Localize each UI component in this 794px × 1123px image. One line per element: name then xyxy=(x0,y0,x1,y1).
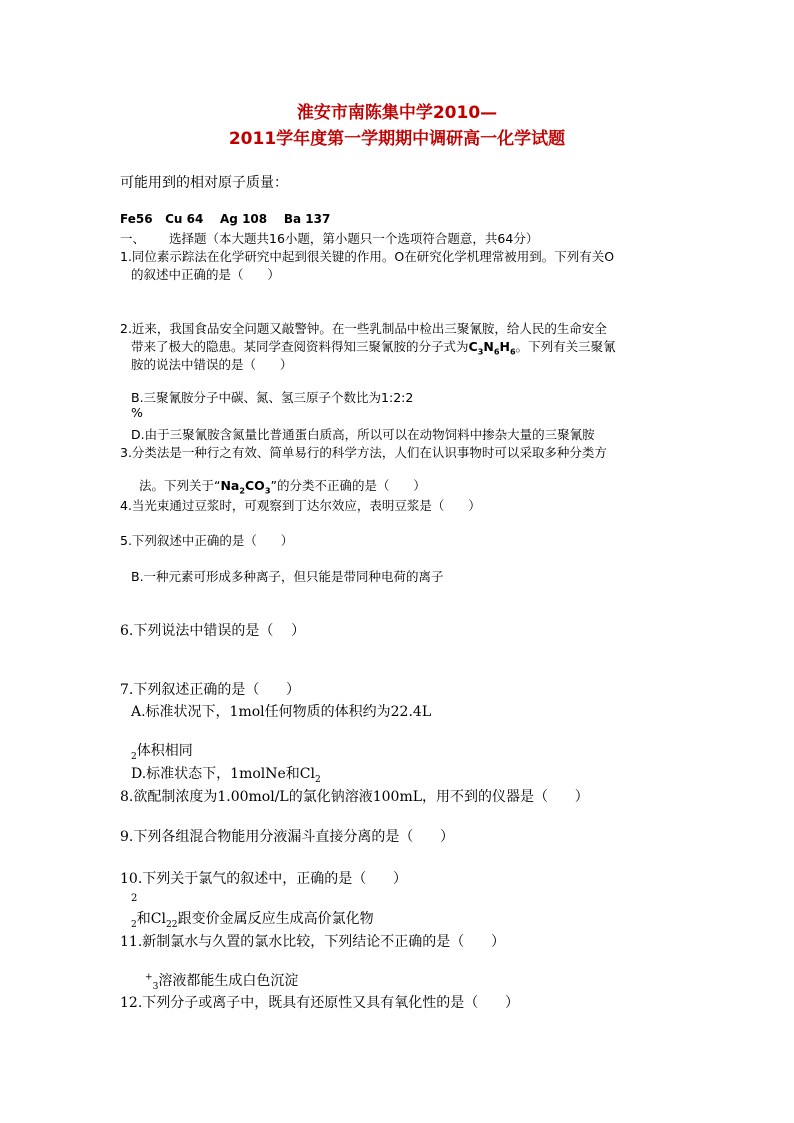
q2-line-2 xyxy=(131,337,616,357)
q1-line-2: 的叙述中正确的是（ ） xyxy=(131,267,280,282)
melamine-formula: $C_3N_6H_6$ xyxy=(468,339,516,357)
q7-option-a: A.标准状况下，1mol任何物质的体积约为22.4L xyxy=(131,704,432,720)
atomic-mass-heading: 可能用到的相对原子质量： xyxy=(120,175,288,191)
q10-fragment-text: $_2$和$Cl_{22}$跟变价金属反应生成高价氯化物 xyxy=(131,911,374,930)
q3-line-1: 3.分类法是一种行之有效、简单易行的科学方法，人们在认识事物时可以采取多种分类方 xyxy=(120,445,607,460)
q2-line-2-text: 带来了极大的隐患。某同学查阅资料得知三聚氰胺的分子式为 xyxy=(131,339,469,354)
q4-line-1: 4.当光束通过豆浆时，可观察到丁达尔效应，表明豆浆是（ ） xyxy=(120,498,481,513)
q11-line-1: 11.新制氯水与久置的氯水比较，下列结论不正确的是（ ） xyxy=(120,934,505,950)
q7-fragment: $_2$体积相同 xyxy=(131,743,193,762)
title-line-1: 淮安市南陈集中学2010— xyxy=(296,103,498,123)
q3-line-2: 法。下列关于“$Na_2CO_3$”的分类不正确的是（ ） xyxy=(138,478,426,496)
q2-line-2-tail: 。下列有关三聚氰 xyxy=(515,339,616,354)
q9-line-1: 9.下列各组混合物能用分液漏斗直接分离的是（ ） xyxy=(120,829,455,845)
q8-line-1: 8.欲配制浓度为1.00mol/L的氯化钠溶液100mL，用不到的仪器是（ ） xyxy=(120,789,589,805)
q10-fragment: 2 xyxy=(131,893,138,904)
atomic-mass-list: Fe56 Cu 64 Ag 108 Ba 137 xyxy=(120,212,331,226)
q7-line-1: 7.下列叙述正确的是（ ） xyxy=(120,682,301,698)
q2-option-d: D.由于三聚氰胺含氮量比普通蛋白质高，所以可以在动物饲料中掺杂大量的三聚氰胺 xyxy=(131,427,595,442)
section-heading xyxy=(120,229,538,247)
q5-option-b: B.一种元素可形成多种离子，但只能是带同种电荷的离子 xyxy=(131,569,444,584)
section-number: 一、 xyxy=(120,231,146,246)
q2-percent-fragment: % xyxy=(131,405,143,420)
q10-line-1: 10.下列关于氯气的叙述中，正确的是（ ） xyxy=(120,871,407,887)
q6-line-1: 6.下列说法中错误的是（ ） xyxy=(120,623,306,639)
q5-line-1: 5.下列叙述中正确的是（ ） xyxy=(120,533,294,548)
q7-option-d: D.标准状态下，1molNe和$Cl_2$ xyxy=(131,766,321,785)
q2-line-1: 2.近来，我国食品安全问题又敲警钟。在一些乳制品中检出三聚氰胺，给人民的生命安全 xyxy=(120,321,607,336)
q2-line-3: 胺的说法中错误的是（ ） xyxy=(131,357,293,372)
section-title: 选择题（本大题共16小题，第小题只一个选项符合题意，共64分） xyxy=(169,231,539,246)
title-line-2: 2011学年度第一学期期中调研高一化学试题 xyxy=(228,129,566,149)
q12-line-1: 12.下列分子或离子中，既具有还原性又具有氧化性的是（ ） xyxy=(120,995,519,1011)
q1-line-1: 1.同位素示踪法在化学研究中起到很关键的作用。O在研究化学机理常被用到。下列有关O xyxy=(120,249,615,264)
sodium-carbonate-formula: $Na_2CO_3$ xyxy=(220,478,271,496)
q2-option-b: B.三聚氰胺分子中碳、氮、氢三原子个数比为1:2:2 xyxy=(131,390,414,405)
q11-fragment: +$_3$溶液都能生成白色沉淀 xyxy=(145,972,299,992)
